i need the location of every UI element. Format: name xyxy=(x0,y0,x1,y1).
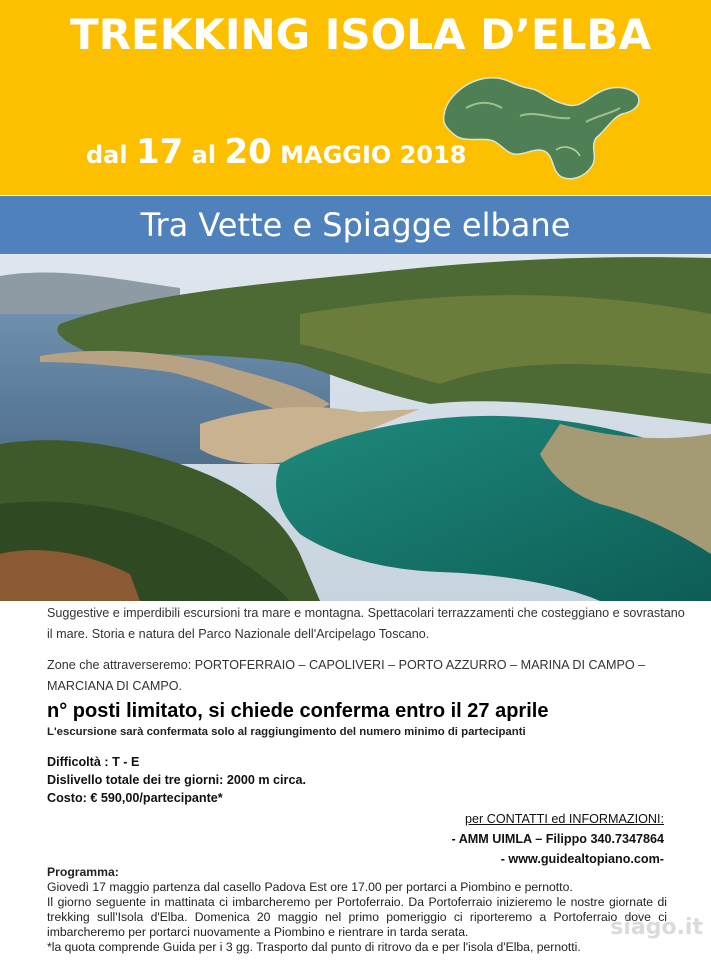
intro-paragraph: Suggestive e imperdibili escursioni tra mare e montagna. Spettacolari terrazzamenti che costeggiano e sovrastano il mare. Storia e natura del Parco Nazionale dell'Arcipelago Toscano. xyxy=(47,606,685,641)
start-day: 17 xyxy=(135,132,184,172)
dates-from-label: dal xyxy=(86,141,136,169)
program-heading: Programma: xyxy=(47,865,119,879)
contacts-heading: per CONTATTI ed INFORMAZIONI: xyxy=(465,812,664,826)
contact-person: - AMM UIMLA – Filippo 340.7347864 xyxy=(451,832,664,846)
end-day: 20 xyxy=(224,132,272,172)
program-day1: Giovedì 17 maggio partenza dal casello Padova Est ore 17.00 per portarci a Piombino e pernotto. xyxy=(47,880,573,894)
page-title: TREKKING ISOLA D’ELBA xyxy=(70,10,651,59)
limited-places-headline: n° posti limitato, si chiede conferma entro il 27 aprile xyxy=(47,700,549,722)
zones-paragraph: Zone che attraverseremo: PORTOFERRAIO – CAPOLIVERI – PORTO AZZURRO – MARINA DI CAMPO – MARCIANA DI CAMPO. xyxy=(47,658,646,693)
elba-map-image xyxy=(436,60,646,190)
price-includes-note: *la quota comprende Guida per i 3 gg. Trasporto dal punto di ritrovo da e per l'isola d'Elba, pernotti. xyxy=(47,940,581,954)
dates-month-year: MAGGIO 2018 xyxy=(271,141,467,169)
program-section xyxy=(47,865,667,955)
watermark: siago.it xyxy=(610,915,703,940)
event-dates xyxy=(86,132,466,172)
confirmation-note: L'escursione sarà confermata solo al raggiungimento del numero minimo di partecipanti xyxy=(47,726,526,738)
lake-coast-photo xyxy=(0,254,711,601)
difficulty-text: Difficoltà : T - E xyxy=(47,755,140,769)
subtitle: Tra Vette e Spiagge elbane xyxy=(140,206,571,244)
elevation-text: Dislivello totale dei tre giorni: 2000 m circa. xyxy=(47,773,306,787)
contacts-block xyxy=(451,809,664,869)
dates-to-label: al xyxy=(183,141,225,169)
website-link[interactable]: - www.guidealtopiano.com- xyxy=(500,852,664,866)
program-details: Il giorno seguente in mattinata ci imbarcheremo per Portoferraio. Da Portoferraio inizieremo le nostre giornate di trekking sull'Isola d'Elba. Domenica 20 maggio nel primo pomeriggio ci riporteremo a Portoferraio dove ci imbarcheremo per portarci nuovamente a Piombino e rientrare in tarda serata. xyxy=(47,895,667,939)
trip-details xyxy=(47,753,306,807)
cost-text: Costo: € 590,00/partecipante* xyxy=(47,791,223,805)
